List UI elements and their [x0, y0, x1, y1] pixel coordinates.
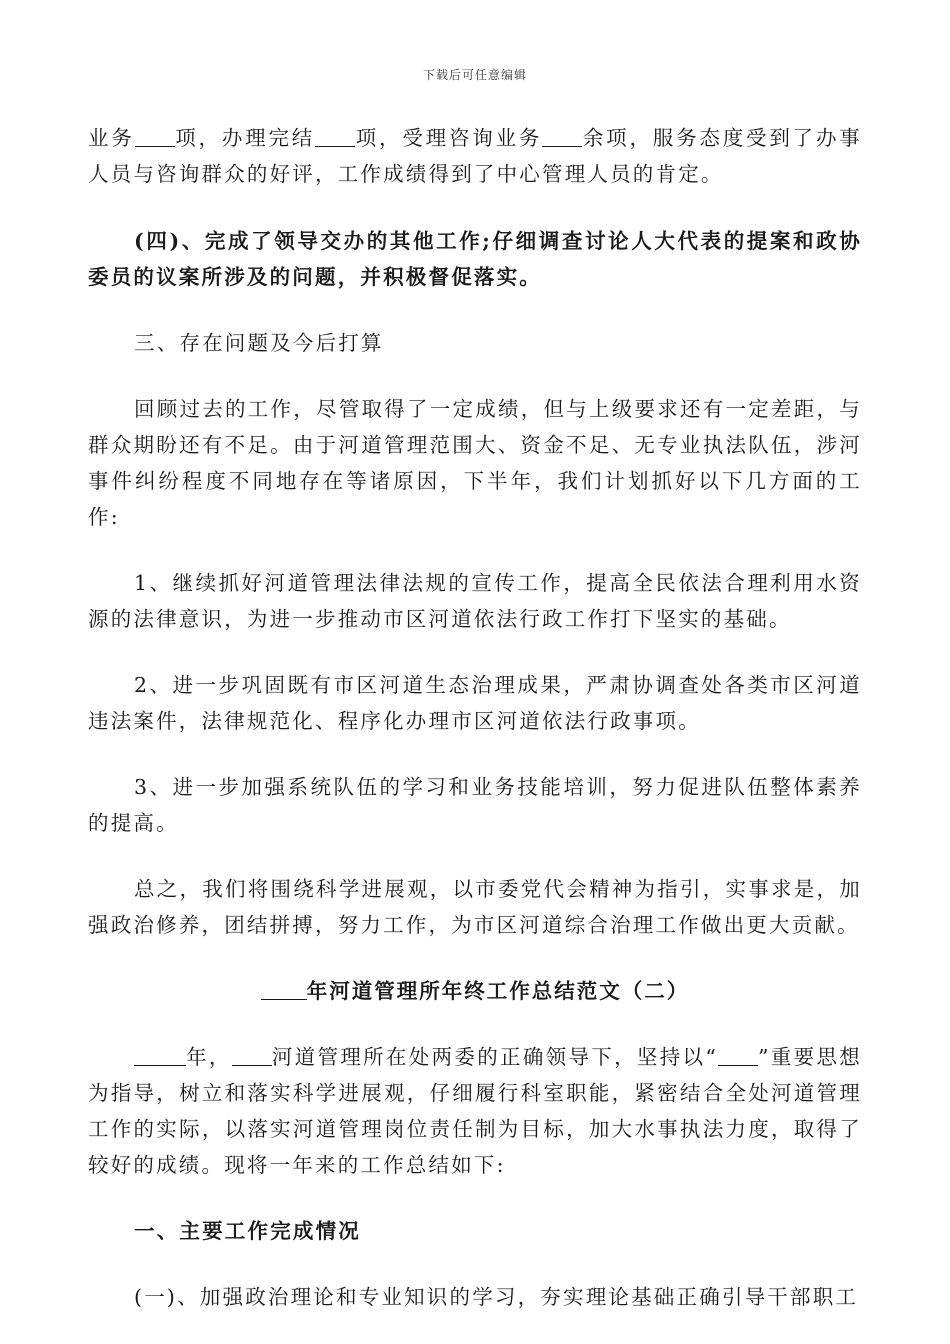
blank-underline [135, 126, 175, 147]
section-three-heading: 三、存在问题及今后打算 [134, 331, 384, 355]
text-run: 余项，服务态度受到了办事人员与咨询群众的好评，工作成绩得到了中心管理人员的肯定。 [88, 126, 862, 186]
list-item-2: 2、进一步巩固既有市区河道生态治理成果，严肃协调查处各类市区河道违法案件，法律规范化、程序化办理市区河道依法行政事项。 [88, 673, 862, 733]
section-one-heading: 一、主要工作完成情况 [134, 1219, 361, 1243]
paragraph-review: 回顾过去的工作，尽管取得了一定成绩，但与上级要求还有一定差距，与群众期盼还有不足。由于河道管理范围大、资金不足、无专业执法队伍，涉河事件纠纷程度不同地存在等诸原因，下半年，我们计划抓好以下几方面的工作: [88, 397, 862, 529]
title-text: 年河道管理所年终工作总结范文（二） [306, 979, 690, 1003]
blank-underline [315, 126, 355, 147]
blank-underline [261, 979, 307, 1000]
list-item-1: 1、继续抓好河道管理法律法规的宣传工作，提高全民依法合理利用水资源的法律意识，为进一步推动市区河道依法行政工作打下坚实的基础。 [88, 571, 862, 631]
text-run: 项，办理完结 [174, 126, 316, 150]
text-run: 业务 [88, 126, 135, 150]
blank-underline [718, 1045, 758, 1066]
paragraph-intro [88, 1039, 862, 1183]
blank-underline [542, 126, 582, 147]
text-run: 项，受理咨询业务 [355, 126, 543, 150]
blank-underline [134, 1045, 186, 1066]
paragraph-conclusion: 总之，我们将围绕科学进展观，以市委党代会精神为指引，实事求是，加强政治修养，团结拼搏，努力工作，为市区河道综合治理工作做出更大贡献。 [88, 877, 862, 937]
paragraph-study: (一)、加强政治理论和专业知识的学习，夯实理论基础正确引导干部职工 [134, 1285, 859, 1309]
document-title-2 [88, 973, 862, 1009]
text-run: 河道管理所在处两委的正确领导下，坚持以“ [271, 1045, 719, 1069]
document-body [88, 120, 862, 1315]
blank-underline [232, 1045, 272, 1066]
text-run: 年， [186, 1045, 232, 1069]
text-run: ”重要思想为指导，树立和落实科学进展观，仔细履行科室职能，紧密结合全处河道管理工作的实际，以落实河道管理岗位责任制为目标，加大水事执法力度，取得了较好的成绩。现将一年来的工作总结如下: [88, 1045, 862, 1177]
list-item-3: 3、进一步加强系统队伍的学习和业务技能培训，努力促进队伍整体素养的提高。 [88, 775, 862, 835]
section-four-heading: (四)、完成了领导交办的其他工作;仔细调查讨论人大代表的提案和政协委员的议案所涉及的问题，并积极督促落实。 [88, 229, 862, 289]
header-note: 下载后可任意编辑 [422, 68, 527, 82]
paragraph-service-stats [88, 120, 862, 192]
